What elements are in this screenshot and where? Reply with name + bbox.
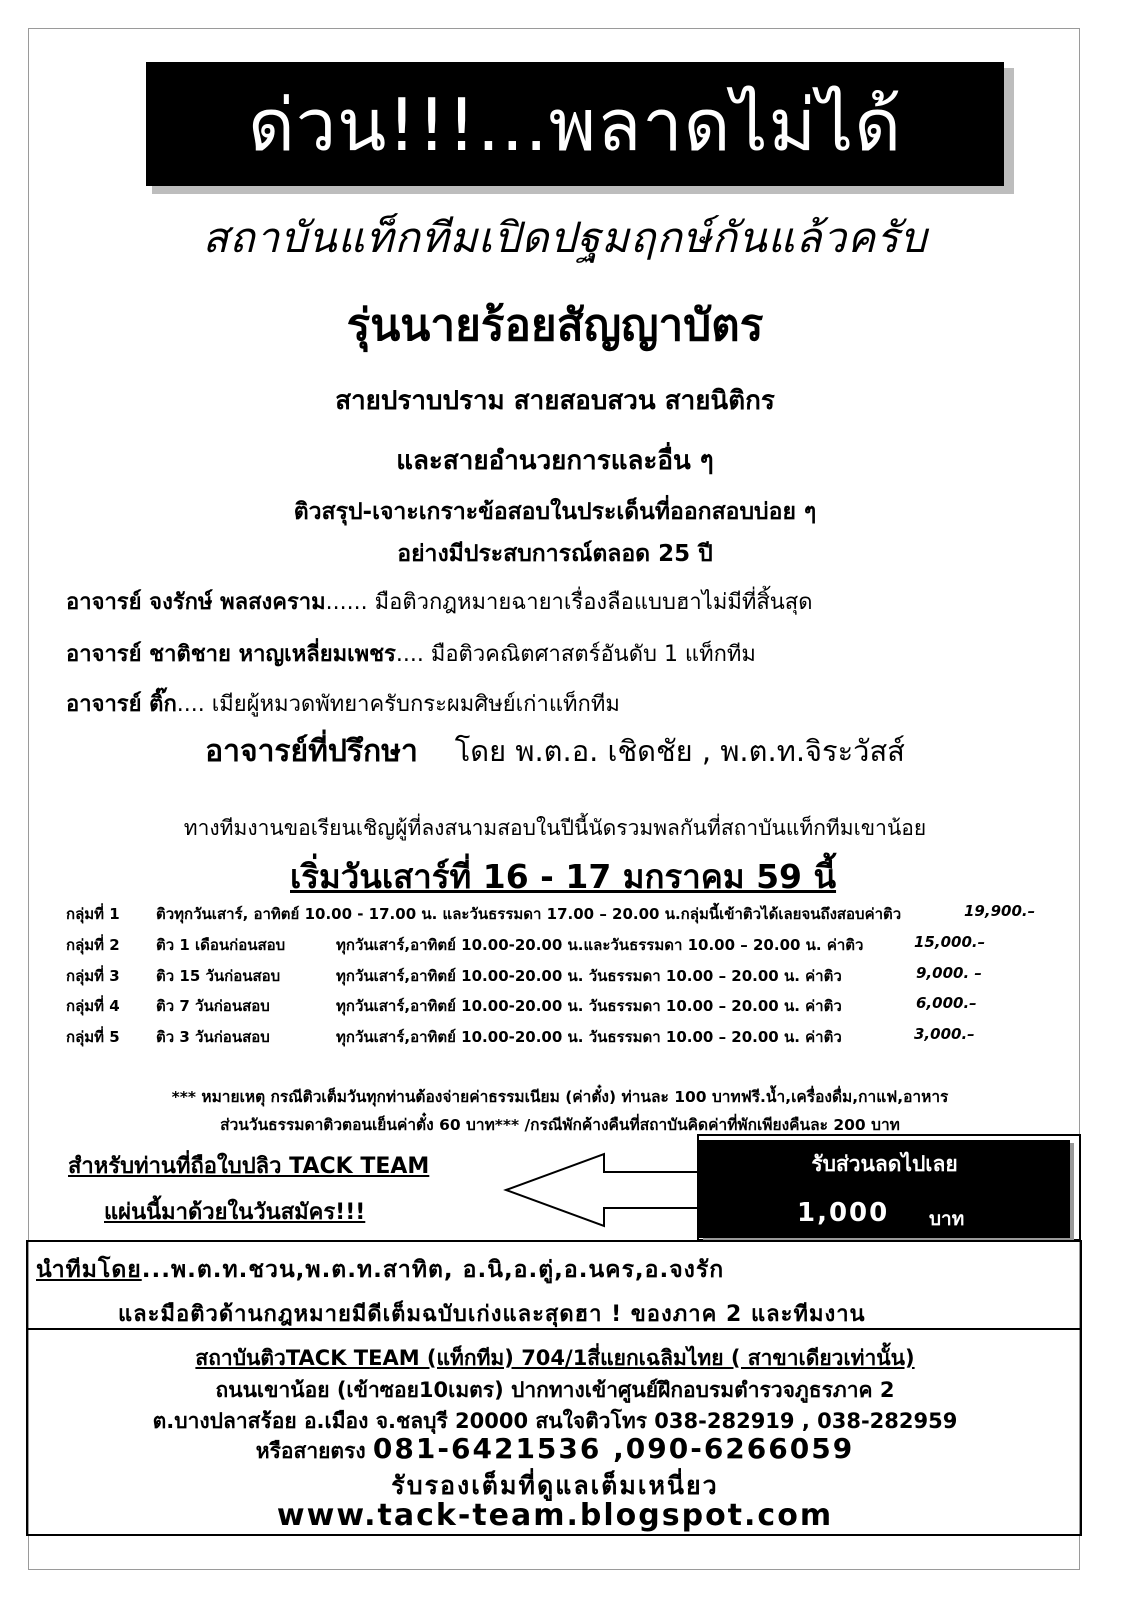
discount-box bbox=[699, 1140, 1070, 1238]
left-arrow-icon bbox=[500, 1150, 710, 1230]
teacher-row-3 bbox=[66, 686, 620, 721]
group-schedule: ทุกวันเสาร์,อาทิตย์ 10.00-20.00 น.และวันธรรมดา 10.00 – 20.00 น. ค่าติว bbox=[336, 936, 864, 954]
group-price: 9,000. – bbox=[916, 964, 982, 982]
address-line-3: ต.บางปลาสร้อย อ.เมือง จ.ชลบุรี 20000 สนใจติวโทร 038-282919 , 038-282959 bbox=[152, 1409, 958, 1433]
teacher-name: อาจารย์ ชาติชาย หาญเหลี่ยมเพชร bbox=[66, 642, 396, 667]
flyer-line-1: สำหรับท่านที่ถือใบปลิว TACK TEAM bbox=[68, 1154, 430, 1179]
course-tracks-line2: และสายอำนวยการและอื่น ๆ bbox=[396, 446, 714, 476]
discount-amount: 1,000 bbox=[797, 1198, 890, 1228]
group-schedule: ทุกวันเสาร์,อาทิตย์ 10.00-20.00 น. วันธรรมดา 10.00 – 20.00 น. ค่าติว bbox=[336, 1028, 842, 1046]
group-label: กลุ่มที่ 2 bbox=[66, 936, 120, 954]
note-line-2: ส่วนวันธรรมดาติวตอนเย็นค่าตั๋ง 60 บาท*** /กรณีพักค้างคืนที่สถาบันคิดค่าที่พักเพียงคืนละ 200 บาท bbox=[220, 1116, 900, 1134]
address-line-4 bbox=[30, 1432, 1080, 1468]
group-price: 15,000.– bbox=[914, 933, 986, 951]
group-label: กลุ่มที่ 4 bbox=[66, 997, 120, 1015]
invitation-text: ทางทีมงานขอเรียนเชิญผู้ที่ลงสนามสอบในปีนี้นัดรวมพลกันที่สถาบันแท็กทีมเขาน้อย bbox=[183, 816, 927, 840]
teacher-desc: .... มือติวคณิตศาสตร์อันดับ 1 แท็กทีม bbox=[395, 642, 756, 667]
group-course: ติว 15 วันก่อนสอบ bbox=[156, 967, 281, 985]
team-line-2: และมือติวด้านกฎหมายมีดีเต็มฉบับเก่งและสุดฮา ! ของภาค 2 และทีมงาน bbox=[118, 1302, 866, 1327]
teacher-desc: .... เมียผู้หมวดพัทยาครับกระผมศิษย์เก่าแท็กทีม bbox=[176, 692, 620, 717]
course-description-line1: ติวสรุป-เจาะเกราะข้อสอบในประเด็นที่ออกสอบบ่อย ๆ bbox=[293, 499, 817, 525]
group-price: 6,000.– bbox=[916, 994, 977, 1012]
course-title: รุ่นนายร้อยสัญญาบัตร bbox=[346, 300, 764, 351]
group-label: กลุ่มที่ 5 bbox=[66, 1028, 120, 1046]
website-url: www.tack-team.blogspot.com bbox=[276, 1498, 834, 1533]
start-date: เริ่มวันเสาร์ที่ 16 - 17 มกราคม 59 นี้ bbox=[290, 857, 837, 896]
institute-opening-title: สถาบันแท็กทีมเปิดปฐมฤกษ์กันแล้วครับ bbox=[202, 213, 928, 262]
group-label: กลุ่มที่ 1 bbox=[66, 905, 120, 923]
teacher-row-1 bbox=[66, 584, 813, 619]
advisor-names: โดย พ.ต.อ. เชิดชัย , พ.ต.ท.จิระวัสส์ bbox=[454, 734, 905, 768]
course-tracks-line1: สายปราบปราม สายสอบสวน สายนิติกร bbox=[335, 386, 775, 416]
flyer-line-2: แผ่นนี้มาด้วยในวันสมัคร!!! bbox=[104, 1200, 366, 1225]
discount-label: รับส่วนลดไปเลย bbox=[811, 1152, 958, 1176]
advisor-line bbox=[30, 728, 1080, 775]
banner-title: ด่วน!!!...พลาดไม่ได้ bbox=[146, 62, 1004, 186]
direct-line-phones: 081-6421536 ,090-6266059 bbox=[372, 1432, 855, 1465]
group-course: ติว 1 เดือนก่อนสอบ bbox=[156, 936, 286, 954]
group-schedule: ทุกวันเสาร์,อาทิตย์ 10.00-20.00 น. วันธรรมดา 10.00 – 20.00 น. ค่าติว bbox=[336, 967, 842, 985]
address-line-2: ถนนเขาน้อย (เข้าซอย10เมตร) ปากทางเข้าศูนย์ฝึกอบรมตำรวจภูธรภาค 2 bbox=[215, 1378, 895, 1402]
group-label: กลุ่มที่ 3 bbox=[66, 967, 120, 985]
team-lead-label: นำทีมโดย bbox=[36, 1257, 142, 1283]
discount-unit: บาท bbox=[929, 1208, 965, 1230]
teacher-row-2 bbox=[66, 636, 756, 671]
group-price: 3,000.– bbox=[914, 1025, 975, 1043]
group-course: ติวทุกวันเสาร์, อาทิตย์ 10.00 - 17.00 น. และวันธรรมดา 17.00 – 20.00 น.กลุ่มนี้เข้าติวได้เลยจนถึงสอบค่าติว bbox=[156, 905, 902, 923]
note-line-1: *** หมายเหตุ กรณีติวเต็มวันทุกท่านต้องจ่ายค่าธรรมเนียม (ค่าตั๋ง) ท่านละ 100 บาทฟรี.น้ำ,เครื่องดื่ม,กาแฟ,อาหาร bbox=[171, 1088, 949, 1106]
team-lead-line bbox=[36, 1252, 724, 1288]
address-line-1: สถาบันติวTACK TEAM (แท็กทีม) 704/1สี่แยกเฉลิมไทย ( สาขาเดียวเท่านั้น) bbox=[195, 1346, 915, 1370]
group-course: ติว 7 วันก่อนสอบ bbox=[156, 997, 270, 1015]
advisor-label: อาจารย์ที่ปรึกษา bbox=[205, 734, 418, 769]
group-schedule: ทุกวันเสาร์,อาทิตย์ 10.00-20.00 น. วันธรรมดา 10.00 – 20.00 น. ค่าติว bbox=[336, 997, 842, 1015]
course-description-line2: อย่างมีประสบการณ์ตลอด 25 ปี bbox=[397, 541, 713, 567]
teacher-desc: ...... มือติวกฎหมายฉายาเรื่องลือแบบฮาไม่มีที่สิ้นสุด bbox=[325, 590, 813, 615]
group-price: 19,900.– bbox=[964, 902, 1036, 920]
team-lead-names: ...พ.ต.ท.ชวน,พ.ต.ท.สาทิต, อ.นิ,อ.ตู่,อ.นคร,อ.จงรัก bbox=[141, 1257, 725, 1283]
address-line-5: รับรองเต็มที่ดูแลเต็มเหนี่ยว bbox=[391, 1471, 719, 1500]
group-course: ติว 3 วันก่อนสอบ bbox=[156, 1028, 270, 1046]
teacher-name: อาจารย์ ติ๊ก bbox=[66, 692, 177, 717]
direct-line-label: หรือสายตรง bbox=[255, 1439, 366, 1463]
teacher-name: อาจารย์ จงรักษ์ พลสงคราม bbox=[66, 590, 326, 615]
